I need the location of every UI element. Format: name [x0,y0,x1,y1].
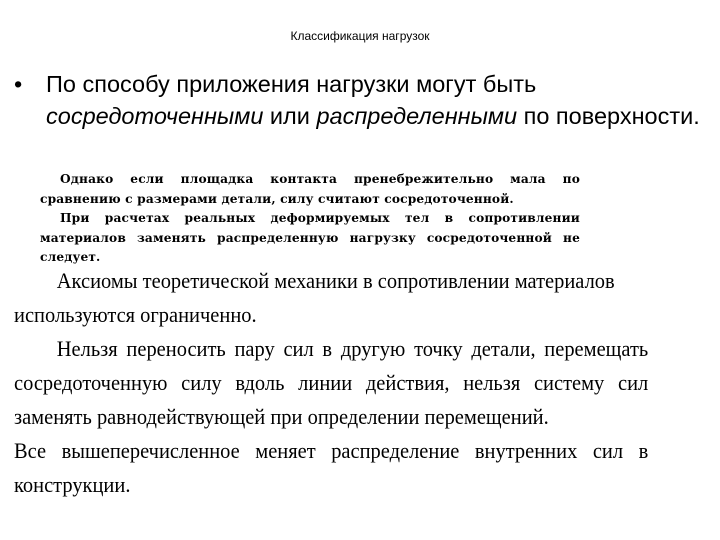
bullet-text-part-3: по поверхности. [517,103,700,129]
scanned-large-paragraph-3: Все вышеперечисленное меняет распределение внутренних сил в конструкции. [14,438,649,497]
bullet-text [46,68,704,132]
slide-title: Классификация нагрузок [290,29,430,43]
scanned-text-large [14,264,648,502]
scanned-small-paragraph-2: При расчетах реальных деформируемых тел в сопротивлении материалов заменять распределенную нагрузку сосредоточенной не следует. [40,211,580,264]
scanned-small-paragraph-1: Однако если площадка контакта пренебрежительно мала по сравнению с размерами детали, силу считают сосредоточенной. [40,172,580,206]
scanned-large-paragraph-2: Нельзя переносить пару сил в другую точку детали, перемещать сосредоточенную силу вдоль линии действия, нельзя систему сил заменять равнодействующей при определении перемещений. [14,336,649,429]
bullet-text-part-2: или [263,103,317,129]
scanned-large-paragraph-1: Аксиомы теоретической механики в сопротивлении материалов используются ограниченно. [14,268,615,327]
bullet-term-distributed: распределенными [316,103,518,129]
bullet-point [14,68,704,132]
bullet-text-part-1: По способу приложения нагрузки могут быть [46,71,537,97]
scanned-text-small [40,170,580,268]
bullet-term-concentrated: сосредоточенными [46,103,264,129]
bullet-icon: • [14,71,23,97]
